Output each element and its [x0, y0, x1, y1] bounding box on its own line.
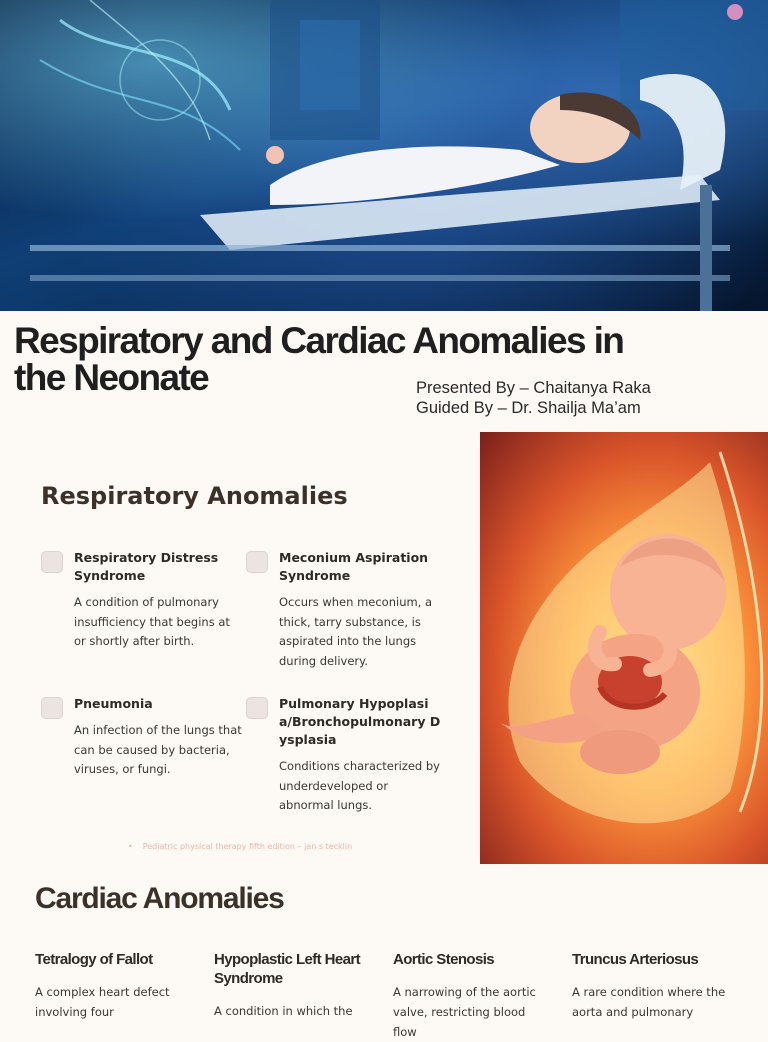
cardiac-card-tof	[35, 950, 193, 1022]
cardiac-card-truncus	[572, 950, 730, 1022]
fetus-illustration	[480, 432, 768, 864]
page-title: Respiratory and Cardiac Anomalies in the Neonate	[14, 320, 624, 398]
reference-note	[128, 842, 352, 851]
cardiac-card-hlhs	[214, 950, 372, 1021]
credits	[416, 378, 651, 418]
resp-card-pneumonia	[74, 695, 244, 780]
card-title: Hypoplastic Left Heart Syndrome	[214, 951, 360, 987]
card-description: A condition of pulmonary insufficiency that begins at or shortly after birth.	[74, 595, 230, 648]
checkbox-icon	[41, 697, 63, 719]
card-description: A complex heart defect involving four	[35, 985, 170, 1019]
card-description: An infection of the lungs that can be caused by bacteria, viruses, or fungi.	[74, 723, 242, 776]
checkbox-icon	[41, 551, 63, 573]
checkbox-icon	[246, 551, 268, 573]
cardiac-heading: Cardiac Anomalies	[35, 882, 284, 915]
presented-by: Presented By – Chaitanya Raka	[416, 379, 651, 397]
respiratory-heading: Respiratory Anomalies	[41, 482, 348, 510]
card-title: Pulmonary Hypoplasia/Bronchopulmonary Dysplasia	[279, 696, 441, 747]
card-title: Tetralogy of Fallot	[35, 951, 153, 968]
card-description: Occurs when meconium, a thick, tarry substance, is aspirated into the lungs during delivery.	[279, 595, 433, 668]
checkbox-icon	[246, 697, 268, 719]
reference-text: Pediatric physical therapy fifth edition – jan s tecklin	[142, 842, 353, 851]
card-title: Aortic Stenosis	[393, 951, 495, 968]
resp-card-hypoplasia	[279, 695, 441, 816]
resp-card-rds	[74, 549, 244, 652]
card-description: A condition in which the	[214, 1004, 353, 1018]
card-title: Pneumonia	[74, 696, 153, 711]
resp-card-meconium	[279, 549, 449, 671]
card-title: Respiratory Distress Syndrome	[74, 550, 219, 583]
hero-image-newborn-incubator	[0, 0, 768, 311]
card-description: A rare condition where the aorta and pulmonary	[572, 985, 726, 1019]
card-description: A narrowing of the aortic valve, restricting blood flow	[393, 985, 536, 1039]
card-title: Meconium Aspiration Syndrome	[279, 550, 429, 583]
bullet-icon: •	[128, 842, 133, 851]
card-title: Truncus Arteriosus	[572, 951, 699, 968]
guided-by: Guided By – Dr. Shailja Ma’am	[416, 399, 641, 417]
card-description: Conditions characterized by underdeveloped or abnormal lungs.	[279, 759, 440, 812]
cardiac-card-aortic-stenosis	[393, 950, 551, 1042]
